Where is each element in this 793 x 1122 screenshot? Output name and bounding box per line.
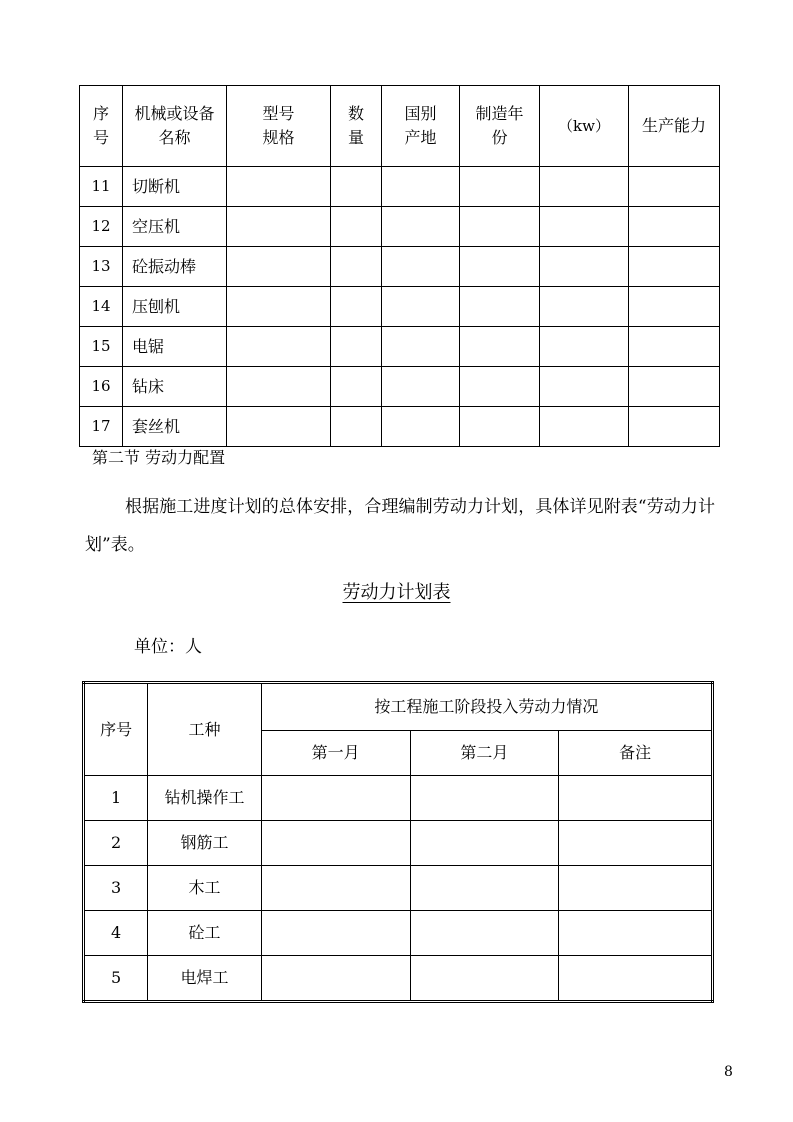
table-row bbox=[84, 866, 713, 911]
cell-seq: 3 bbox=[84, 866, 148, 911]
cell-year bbox=[460, 327, 540, 367]
cell-trade: 钢筋工 bbox=[148, 821, 262, 866]
cell-capacity bbox=[629, 247, 720, 287]
labor-plan-title-text: 劳动力计划表 bbox=[342, 582, 451, 603]
cell-power bbox=[540, 247, 629, 287]
cell-remark bbox=[559, 866, 713, 911]
cell-origin bbox=[382, 407, 460, 447]
table-row bbox=[80, 167, 720, 207]
cell-month1 bbox=[261, 956, 410, 1002]
cell-model bbox=[227, 367, 331, 407]
cell-month2 bbox=[410, 866, 559, 911]
cell-name: 钻床 bbox=[123, 367, 227, 407]
header-model-line1: 型号 bbox=[262, 104, 295, 123]
cell-origin bbox=[382, 167, 460, 207]
header-cell-quantity bbox=[331, 86, 382, 167]
header-capacity-label: 生产能力 bbox=[641, 116, 706, 136]
cell-quantity bbox=[331, 247, 382, 287]
header-quantity-line2: 量 bbox=[347, 128, 364, 147]
cell-month1 bbox=[261, 866, 410, 911]
cell-month1 bbox=[261, 821, 410, 866]
equipment-table bbox=[79, 85, 720, 447]
cell-seq: 17 bbox=[80, 407, 123, 447]
cell-capacity bbox=[629, 287, 720, 327]
cell-power bbox=[540, 167, 629, 207]
cell-year bbox=[460, 367, 540, 407]
header-cell-year bbox=[460, 86, 540, 167]
cell-seq: 4 bbox=[84, 911, 148, 956]
cell-origin bbox=[382, 287, 460, 327]
header-cell-month2: 第二月 bbox=[410, 731, 559, 776]
cell-remark bbox=[559, 911, 713, 956]
cell-name: 空压机 bbox=[123, 207, 227, 247]
cell-remark bbox=[559, 956, 713, 1002]
cell-model bbox=[227, 327, 331, 367]
cell-month2 bbox=[410, 911, 559, 956]
cell-name: 切断机 bbox=[123, 167, 227, 207]
header-seq-line2: 号 bbox=[92, 128, 109, 147]
header-cell-seq bbox=[80, 86, 123, 167]
cell-year bbox=[460, 407, 540, 447]
table-row bbox=[84, 956, 713, 1002]
cell-capacity bbox=[629, 167, 720, 207]
labor-plan-title bbox=[0, 578, 793, 604]
labor-table-header-row-1 bbox=[84, 683, 713, 731]
cell-seq: 1 bbox=[84, 776, 148, 821]
cell-power bbox=[540, 287, 629, 327]
header-cell-group: 按工程施工阶段投入劳动力情况 bbox=[261, 683, 712, 731]
header-cell-origin bbox=[382, 86, 460, 167]
cell-quantity bbox=[331, 327, 382, 367]
cell-trade: 电焊工 bbox=[148, 956, 262, 1002]
table-row bbox=[80, 407, 720, 447]
cell-trade: 木工 bbox=[148, 866, 262, 911]
cell-year bbox=[460, 287, 540, 327]
header-quantity-line1: 数 bbox=[347, 104, 364, 123]
table-row bbox=[84, 911, 713, 956]
cell-year bbox=[460, 247, 540, 287]
cell-power bbox=[540, 407, 629, 447]
cell-model bbox=[227, 407, 331, 447]
header-cell-remark: 备注 bbox=[559, 731, 713, 776]
header-cell-power bbox=[540, 86, 629, 167]
header-name-line1: 机械或设备 bbox=[134, 104, 215, 123]
cell-quantity bbox=[331, 367, 382, 407]
cell-month2 bbox=[410, 956, 559, 1002]
cell-model bbox=[227, 287, 331, 327]
cell-remark bbox=[559, 821, 713, 866]
header-origin-line1: 国别 bbox=[404, 104, 437, 123]
labor-plan-table bbox=[82, 681, 714, 1003]
cell-seq: 15 bbox=[80, 327, 123, 367]
cell-name: 套丝机 bbox=[123, 407, 227, 447]
cell-seq: 11 bbox=[80, 167, 123, 207]
cell-power bbox=[540, 327, 629, 367]
section-paragraph: 根据施工进度计划的总体安排，合理编制劳动力计划，具体详见附表“劳动力计划”表。 bbox=[85, 497, 715, 555]
cell-power bbox=[540, 207, 629, 247]
cell-quantity bbox=[331, 207, 382, 247]
header-model-line2: 规格 bbox=[262, 128, 295, 147]
header-name-line2: 名称 bbox=[158, 128, 191, 147]
cell-year bbox=[460, 167, 540, 207]
cell-remark bbox=[559, 776, 713, 821]
cell-name: 电锯 bbox=[123, 327, 227, 367]
cell-name: 压刨机 bbox=[123, 287, 227, 327]
cell-seq: 2 bbox=[84, 821, 148, 866]
cell-origin bbox=[382, 327, 460, 367]
cell-capacity bbox=[629, 207, 720, 247]
cell-quantity bbox=[331, 287, 382, 327]
table-row bbox=[84, 776, 713, 821]
cell-seq: 14 bbox=[80, 287, 123, 327]
section-heading: 第二节 劳动力配置 bbox=[92, 448, 226, 467]
cell-quantity bbox=[331, 167, 382, 207]
cell-month2 bbox=[410, 776, 559, 821]
header-year-line2: 份 bbox=[491, 128, 508, 147]
header-year-line1: 制造年 bbox=[475, 104, 524, 123]
cell-seq: 13 bbox=[80, 247, 123, 287]
header-origin-line2: 产地 bbox=[404, 128, 437, 147]
header-cell-model bbox=[227, 86, 331, 167]
header-cell-capacity bbox=[629, 86, 720, 167]
cell-origin bbox=[382, 247, 460, 287]
header-cell-seq: 序号 bbox=[84, 683, 148, 776]
cell-trade: 钻机操作工 bbox=[148, 776, 262, 821]
table-row bbox=[80, 207, 720, 247]
header-seq-line1: 序 bbox=[92, 104, 109, 123]
cell-capacity bbox=[629, 367, 720, 407]
cell-month1 bbox=[261, 911, 410, 956]
header-cell-name bbox=[123, 86, 227, 167]
equipment-table-header-row bbox=[80, 86, 720, 167]
table-row bbox=[80, 327, 720, 367]
cell-month1 bbox=[261, 776, 410, 821]
cell-model bbox=[227, 207, 331, 247]
cell-seq: 12 bbox=[80, 207, 123, 247]
cell-year bbox=[460, 207, 540, 247]
header-power-label: （kw） bbox=[558, 117, 610, 136]
cell-name: 砼振动棒 bbox=[123, 247, 227, 287]
cell-model bbox=[227, 167, 331, 207]
cell-origin bbox=[382, 367, 460, 407]
table-row bbox=[80, 287, 720, 327]
header-cell-month1: 第一月 bbox=[261, 731, 410, 776]
table-row bbox=[84, 821, 713, 866]
cell-trade: 砼工 bbox=[148, 911, 262, 956]
cell-capacity bbox=[629, 407, 720, 447]
cell-model bbox=[227, 247, 331, 287]
cell-power bbox=[540, 367, 629, 407]
cell-origin bbox=[382, 207, 460, 247]
cell-month2 bbox=[410, 821, 559, 866]
cell-seq: 16 bbox=[80, 367, 123, 407]
header-cell-trade: 工种 bbox=[148, 683, 262, 776]
cell-capacity bbox=[629, 327, 720, 367]
table-row bbox=[80, 247, 720, 287]
labor-plan-unit-label: 单位：人 bbox=[134, 637, 202, 657]
cell-quantity bbox=[331, 407, 382, 447]
table-row bbox=[80, 367, 720, 407]
cell-seq: 5 bbox=[84, 956, 148, 1002]
page-number: 8 bbox=[724, 1064, 733, 1080]
